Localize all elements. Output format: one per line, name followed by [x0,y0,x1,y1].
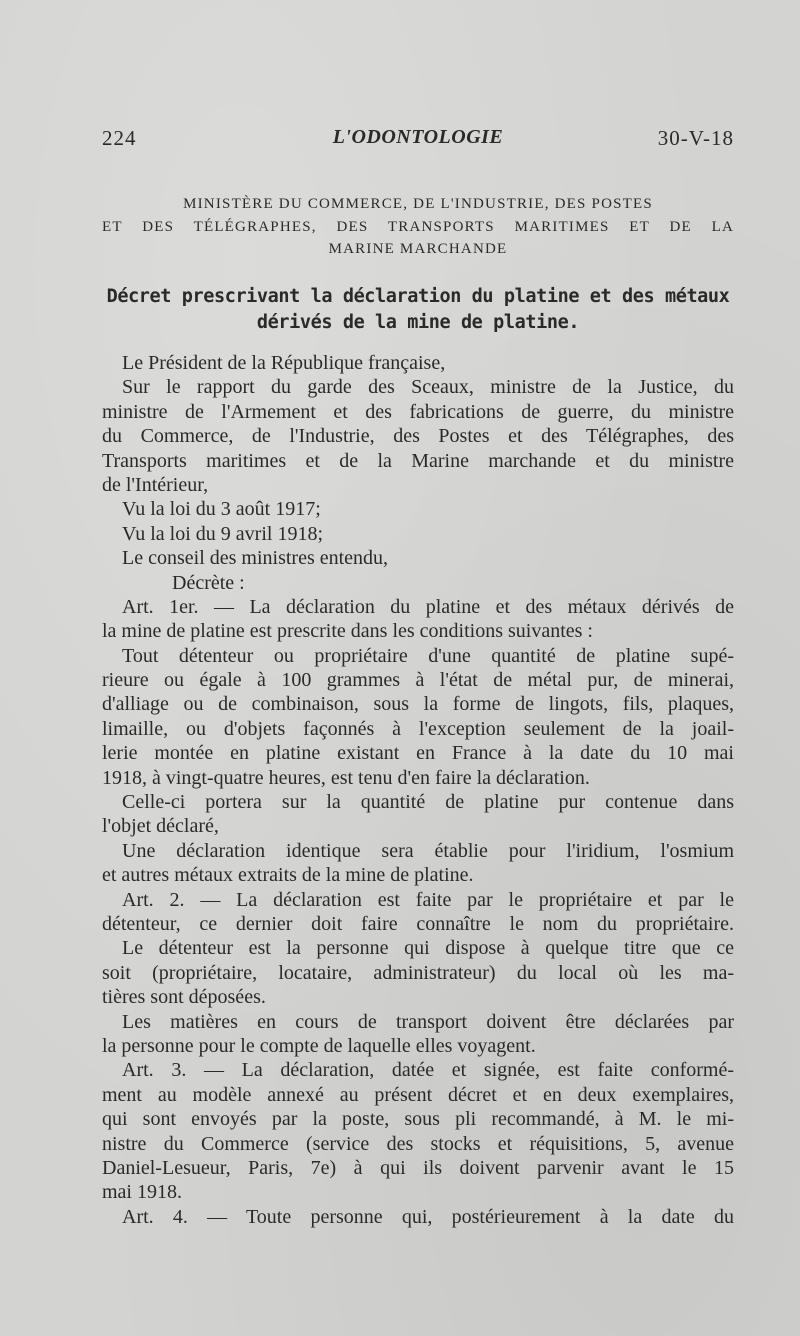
body-line: Sur le rapport du garde des Sceaux, ministre de la Justice, du [122,376,734,399]
body-line: rieure ou égale à 100 grammes à l'état de métal pur, de minerai, [102,669,734,692]
body-line: Daniel-Lesueur, Paris, 7e) à qui ils doivent parvenir avant le 15 [102,1156,734,1179]
body-line: l'objet déclaré, [102,815,219,838]
body-line: Art. 3. — La déclaration, datée et signée, est faite conformé- [122,1059,734,1082]
body-line: et autres métaux extraits de la mine de platine. [102,864,474,887]
body-line: Les matières en cours de transport doivent être déclarées par [122,1010,734,1033]
body-line: soit (propriétaire, locataire, administrateur) du local où les ma- [102,961,734,984]
decree-title-line: dérivés de la mine de platine. [256,312,580,333]
body-line: Art. 1er. — La déclaration du platine et des métaux dérivés de [122,595,734,618]
body-line: Vu la loi du 3 août 1917; [122,498,321,521]
body-line: Art. 2. — La déclaration est faite par le propriétaire et par le [122,888,734,911]
body-line: lerie montée en platine existant en France à la date du 10 mai [102,742,734,765]
body-line: Le Président de la République française, [122,352,446,374]
body-line: Décrète : [172,571,245,594]
body-line: ministre de l'Armement et des fabrications de guerre, du ministre [102,400,734,423]
body-line: Celle-ci portera sur la quantité de platine pur contenue dans [122,791,734,814]
body-line: de l'Intérieur, [102,473,209,496]
running-header [102,126,734,156]
body-line: Vu la loi du 9 avril 1918; [122,522,323,545]
issue-date: 30-V-18 [657,126,734,150]
ministry-heading [102,193,734,261]
body-line: la personne pour le compte de laquelle elles voyagent. [102,1034,536,1057]
page-number: 224 [102,126,137,150]
decree-title-line: Décret prescrivant la déclaration du platine et des métaux [106,286,730,307]
body-line: Art. 4. — Toute personne qui, postérieurement à la date du [122,1205,734,1228]
body-line: tières sont déposées. [102,986,266,1009]
body-line: la mine de platine est prescrite dans les conditions suivantes : [102,620,593,643]
body-line: ment au modèle annexé au présent décret et en deux exemplaires, [102,1083,734,1106]
ministry-line: MARINE MARCHANDE [328,241,508,257]
body-line: du Commerce, de l'Industrie, des Postes et des Télégraphes, des [102,425,734,448]
body-line: d'alliage ou de combinaison, sous la forme de lingots, fils, plaques, [102,693,734,716]
body-line: Transports maritimes et de la Marine marchande et du ministre [102,449,734,472]
body-line: Une déclaration identique sera établie pour l'iridium, l'osmium [122,839,734,862]
body-line: Le détenteur est la personne qui dispose à quelque titre que ce [122,937,734,960]
body-line: qui sont envoyés par la poste, sous pli recommandé, à M. le mi- [102,1108,734,1131]
body-line: limaille, ou d'objets façonnés à l'exception seulement de la joail- [102,717,734,740]
body-line: détenteur, ce dernier doit faire connaître le nom du propriétaire. [102,912,734,935]
body-line: 1918, à vingt-quatre heures, est tenu d'en faire la déclaration. [102,766,590,789]
ministry-line: ET DES TÉLÉGRAPHES, DES TRANSPORTS MARITIMES ET DE LA [102,218,734,235]
body-line: mai 1918. [102,1181,182,1204]
body-line: Le conseil des ministres entendu, [122,547,389,570]
decree-title [102,284,734,336]
journal-title: L'ODONTOLOGIE [332,126,504,148]
body-line: Tout détenteur ou propriétaire d'une quantité de platine supé- [122,644,734,667]
body-line: nistre du Commerce (service des stocks et réquisitions, 5, avenue [102,1132,734,1155]
decree-body [102,351,734,1229]
ministry-line: MINISTÈRE DU COMMERCE, DE L'INDUSTRIE, DES POSTES [183,196,653,212]
